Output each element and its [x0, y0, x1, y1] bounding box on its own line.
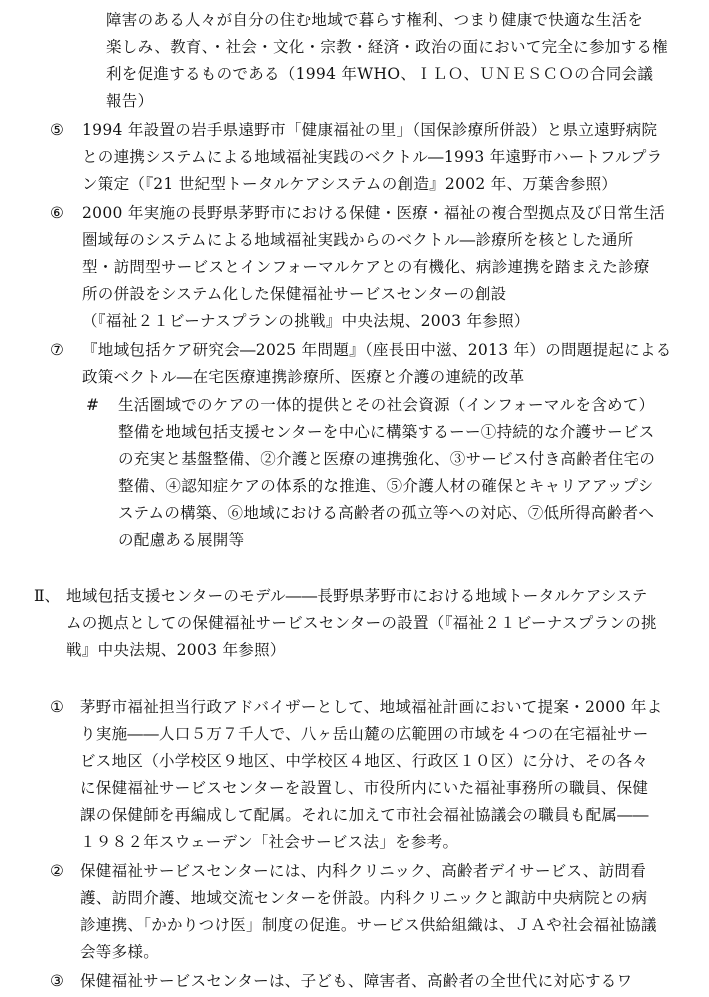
item5-line: ン策定（『21 世紀型トータルケアシステムの創造』2002 年、万葉舎参照）: [82, 175, 618, 193]
sub1-line: １９８２年スウェーデン「社会サービス法」を参考。: [80, 833, 459, 851]
item6-line: 圏域毎のシステムによる地域福祉実践からのベクトル―診療所を核とした通所: [82, 231, 634, 249]
sub3-line: 保健福祉サービスセンターは、子ども、障害者、高齢者の全世代に対応するワ: [80, 972, 633, 990]
item-marker-5: ⑤: [50, 121, 64, 139]
item-marker-7: ⑦: [50, 341, 64, 359]
intro-line: 楽しみ、教育、・社会・文化・宗教・経済・政治の面において完全に参加する権: [106, 38, 668, 56]
sub2-line: 護、訪問介護、地域交流センターを併設。内科クリニックと諏訪中央病院との病: [80, 889, 648, 907]
sub1-line: に保健福祉サービスセンターを設置し、市役所内にいた福祉事務所の職員、保健: [80, 779, 649, 797]
sub2-line: 会等多様。: [80, 943, 160, 961]
hash-line: の配慮ある展開等: [118, 531, 245, 549]
sub1-line: 課の保健師を再編成して配属。それに加えて市社会福祉協議会の職員も配属――: [80, 806, 649, 824]
section2-line: 地域包括支援センターのモデル――長野県茅野市における地域トータルケアシステ: [66, 587, 648, 605]
section-marker-2: Ⅱ、: [34, 587, 61, 605]
sub2-line: 診連携、「かかりつけ医」制度の促進。サービス供給組織は、ＪＡや社会福祉協議: [80, 916, 657, 934]
intro-line: 利を促進するものである（1994 年WHO、ＩＬＯ、ＵＮＥＳＣＯの合同会議: [106, 65, 654, 83]
item5-line: との連携システムによる地域福祉実践のベクトル―1993 年遠野市ハートフルプラ: [82, 148, 663, 166]
sub1-line: り実施――人口５万７千人で、八ヶ岳山麓の広範囲の市域を４つの在宅福祉サー: [80, 725, 649, 743]
item7-line: 『地域包括ケア研究会―2025 年問題』（座長田中滋、2013 年）の問題提起による: [82, 341, 672, 359]
item7-line: 政策ベクトル―在宅医療連携診療所、医療と介護の連続的改革: [82, 368, 525, 386]
sub2-line: 保健福祉サービスセンターには、内科クリニック、高齢者デイサービス、訪問看: [80, 862, 647, 880]
hash-line: 整備、④認知症ケアの体系的な推進、⑤介護人材の確保とキャリアアップシ: [118, 477, 654, 495]
hash-marker: #: [86, 396, 99, 414]
sub-marker-1: ①: [50, 698, 64, 716]
intro-line: 報告）: [106, 92, 154, 110]
item6-line: 2000 年実施の長野県茅野市における保健・医療・福祉の複合型拠点及び日常生活: [82, 204, 666, 222]
item-marker-6: ⑥: [50, 204, 64, 222]
item6-line: 型・訪問型サービスとインフォーマルケアとの有機化、病診連携を踏まえた診療: [82, 258, 650, 276]
item5-line: 1994 年設置の岩手県遠野市「健康福祉の里」（国保診療所併設）と県立遠野病院: [82, 121, 658, 139]
sub1-line: 茅野市福祉担当行政アドバイザーとして、地域福祉計画において提案・2000 年よ: [80, 698, 663, 716]
item6-line: （『福祉２１ビーナスプランの挑戦』中央法規、2003 年参照）: [82, 312, 530, 330]
hash-line: の充実と基盤整備、②介護と医療の連携強化、③サービス付き高齢者住宅の: [118, 450, 656, 468]
sub-marker-3: ③: [50, 972, 64, 990]
section2-line: ムの拠点としての保健福祉サービスセンターの設置（『福祉２１ビーナスプランの挑: [66, 614, 657, 632]
item6-line: 所の併設をシステム化した保健福祉サービスセンターの創設: [82, 285, 507, 303]
sub1-line: ビス地区（小学校区９地区、中学校区４地区、行政区１０区）に分け、その各々: [80, 752, 649, 770]
intro-line: 障害のある人々が自分の住む地域で暮らす権利、つまり健康で快適な生活を: [106, 11, 644, 29]
hash-line: 生活圏域でのケアの一体的提供とその社会資源（インフォーマルを含めて）: [118, 396, 655, 414]
section2-line: 戦』中央法規、2003 年参照）: [66, 641, 286, 659]
hash-line: ステムの構築、⑥地域における高齢者の孤立等への対応、⑦低所得高齢者へ: [118, 504, 655, 522]
sub-marker-2: ②: [50, 862, 64, 880]
hash-line: 整備を地域包括支援センターを中心に構築するーー①持続的な介護サービス: [118, 423, 655, 441]
